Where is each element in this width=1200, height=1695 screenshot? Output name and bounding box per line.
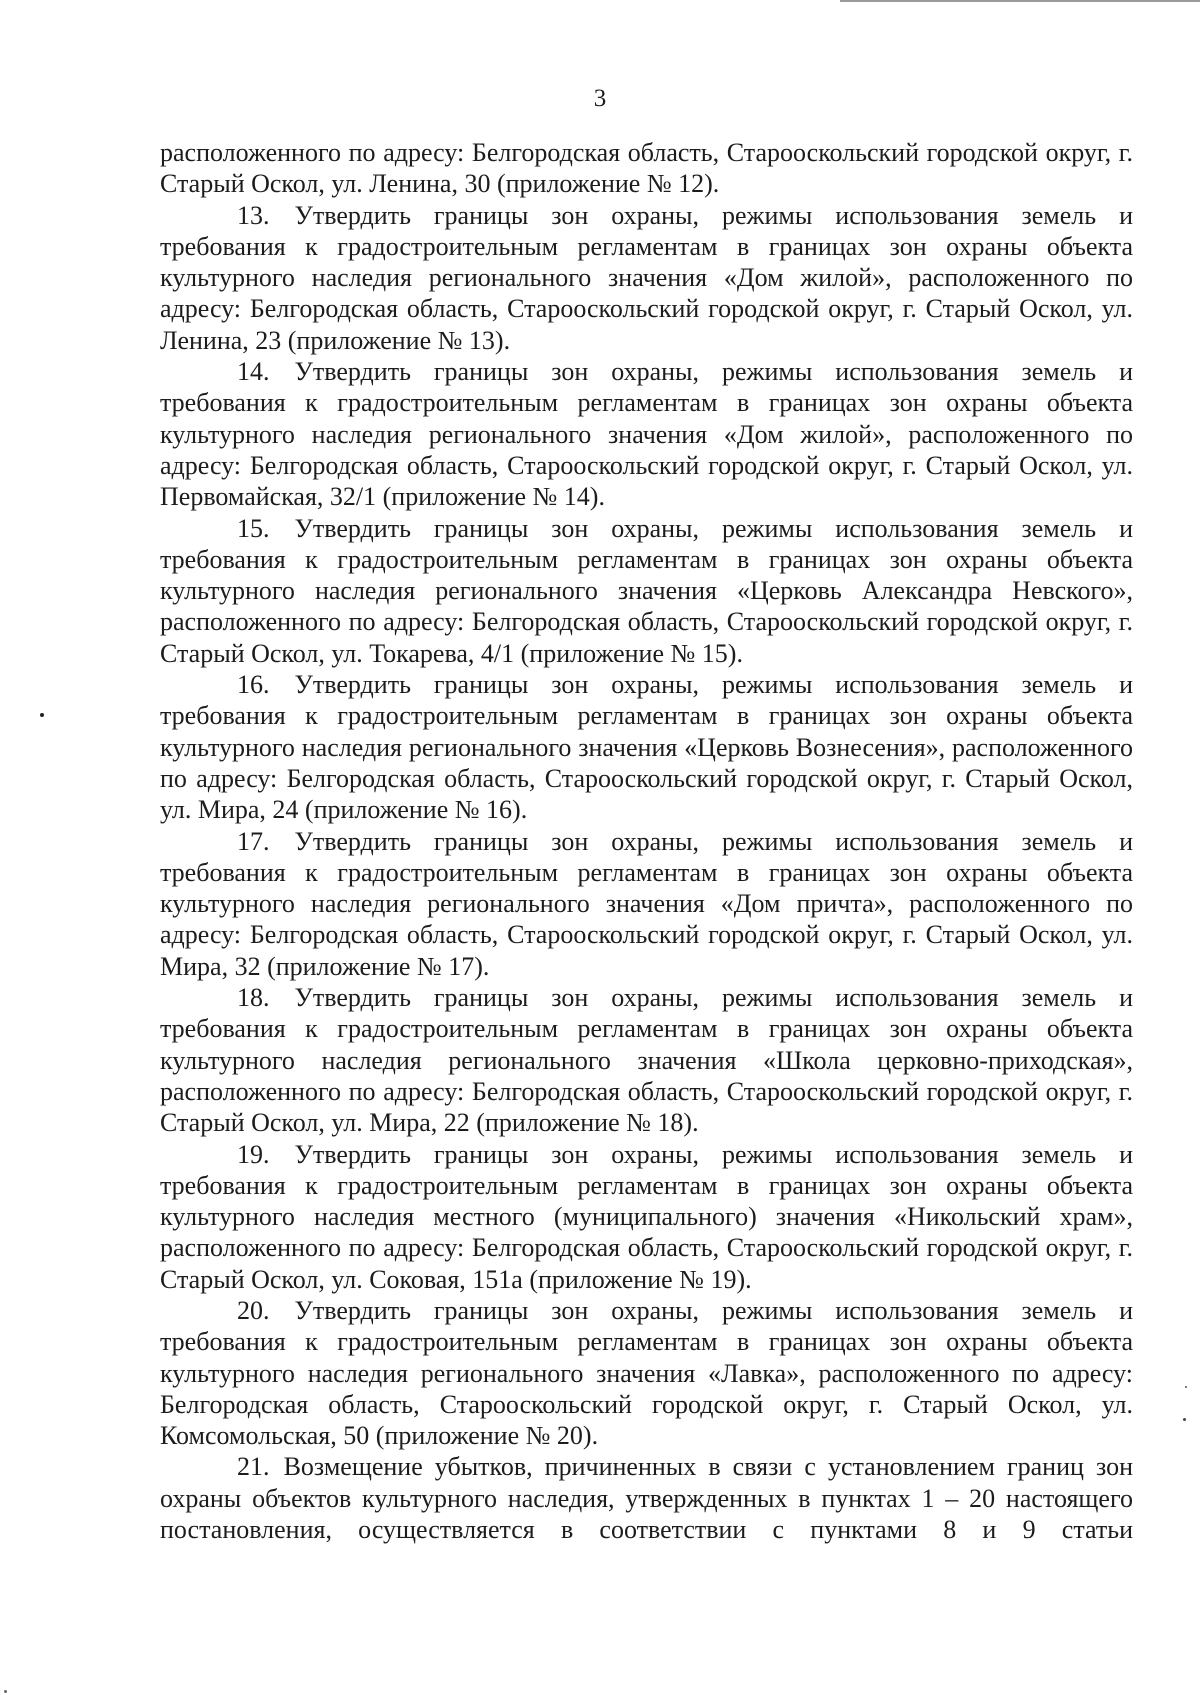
paragraph-text: Утвердить границы зон охраны, режимы использования земель и требования к градостроительным регламентам в границах зон охраны объекта культурного наследия регионального значения «Дом жилой», расположенного по адресу: Белгородская область, Старооскольский городской округ, г. Старый Оскол, ул. Первомайская, 32/1 (приложение № 14).	[160, 357, 1133, 512]
paragraph-number: 15.	[237, 513, 270, 543]
paragraph-text: Утвердить границы зон охраны, режимы использования земель и требования к градостроительным регламентам в границах зон охраны объекта культурного наследия регионального значения «Школа церковно-приходская», расположенного по адресу: Белгородская область, Старооскольский городской округ, г. Старый Оскол, ул. Мира, 22 (приложение № 18).	[160, 983, 1133, 1138]
scan-edge-line	[840, 0, 1200, 2]
paragraph-text: Утвердить границы зон охраны, режимы использования земель и требования к градостроительным регламентам в границах зон охраны объекта культурного наследия регионального значения «Церковь Александра Невского», расположенного по адресу: Белгородская область, Старооскольский городской округ, г. Старый Оскол, ул. Токарева, 4/1 (приложение № 15).	[160, 513, 1133, 668]
paragraph-number: 19.	[237, 1139, 270, 1169]
paragraph-text: Возмещение убытков, причиненных в связи с установлением границ зон охраны объектов культурного наследия, утвержденных в пунктах 1 – 20 настоящего постановления, осуществляется в соответствии с пунктами 8 и 9 статьи	[160, 1452, 1134, 1545]
paragraph-20	[160, 1295, 1133, 1451]
paragraph-text: расположенного по адресу: Белгородская область, Старооскольский городской округ, г. Старый Оскол, ул. Ленина, 30 (приложение № 12).	[160, 138, 1133, 199]
paragraph-number: 14.	[237, 357, 270, 387]
paragraph-18	[160, 982, 1133, 1138]
paragraph-number: 21.	[237, 1452, 270, 1482]
scan-speck	[1185, 1386, 1187, 1388]
paragraph-number: 13.	[237, 200, 270, 230]
paragraph-number: 17.	[237, 826, 270, 856]
paragraph-19	[160, 1139, 1133, 1295]
paragraph-17	[160, 826, 1133, 982]
scan-speck	[1183, 1418, 1186, 1421]
paragraph-14	[160, 356, 1133, 512]
paragraph-number: 16.	[237, 670, 270, 700]
page-number: 3	[593, 85, 607, 112]
paragraph-12-continuation	[160, 137, 1133, 200]
paragraph-text: Утвердить границы зон охраны, режимы использования земель и требования к градостроительным регламентам в границах зон охраны объекта культурного наследия регионального значения «Дом жилой», расположенного по адресу: Белгородская область, Старооскольский городской округ, г. Старый Оскол, ул. Ленина, 23 (приложение № 13).	[160, 200, 1133, 355]
paragraph-15	[160, 513, 1133, 669]
document-body	[160, 137, 1133, 1545]
scan-speck	[40, 713, 44, 717]
paragraph-number: 20.	[237, 1295, 270, 1325]
paragraph-text: Утвердить границы зон охраны, режимы использования земель и требования к градостроительным регламентам в границах зон охраны объекта культурного наследия регионального значения «Дом причта», расположенного по адресу: Белгородская область, Старооскольский городской округ, г. Старый Оскол, ул. Мира, 32 (приложение № 17).	[160, 826, 1133, 981]
paragraph-text: Утвердить границы зон охраны, режимы использования земель и требования к градостроительным регламентам в границах зон охраны объекта культурного наследия регионального значения «Церковь Вознесения», расположенного по адресу: Белгородская область, Старооскольский городской округ, г. Старый Оскол, ул. Мира, 24 (приложение № 16).	[160, 670, 1133, 825]
paragraph-16	[160, 669, 1133, 825]
scan-speck	[4, 1690, 7, 1693]
paragraph-text: Утвердить границы зон охраны, режимы использования земель и требования к градостроительным регламентам в границах зон охраны объекта культурного наследия регионального значения «Лавка», расположенного по адресу: Белгородская область, Старооскольский городской округ, г. Старый Оскол, ул. Комсомольская, 50 (приложение № 20).	[160, 1295, 1133, 1451]
paragraph-21	[160, 1451, 1133, 1545]
paragraph-number: 18.	[237, 983, 270, 1013]
paragraph-13	[160, 200, 1133, 356]
paragraph-text: Утвердить границы зон охраны, режимы использования земель и требования к градостроительным регламентам в границах зон охраны объекта культурного наследия местного (муниципального) значения «Никольский храм», расположенного по адресу: Белгородская область, Старооскольский городской округ, г. Старый Оскол, ул. Соковая, 151а (приложение № 19).	[160, 1139, 1133, 1294]
